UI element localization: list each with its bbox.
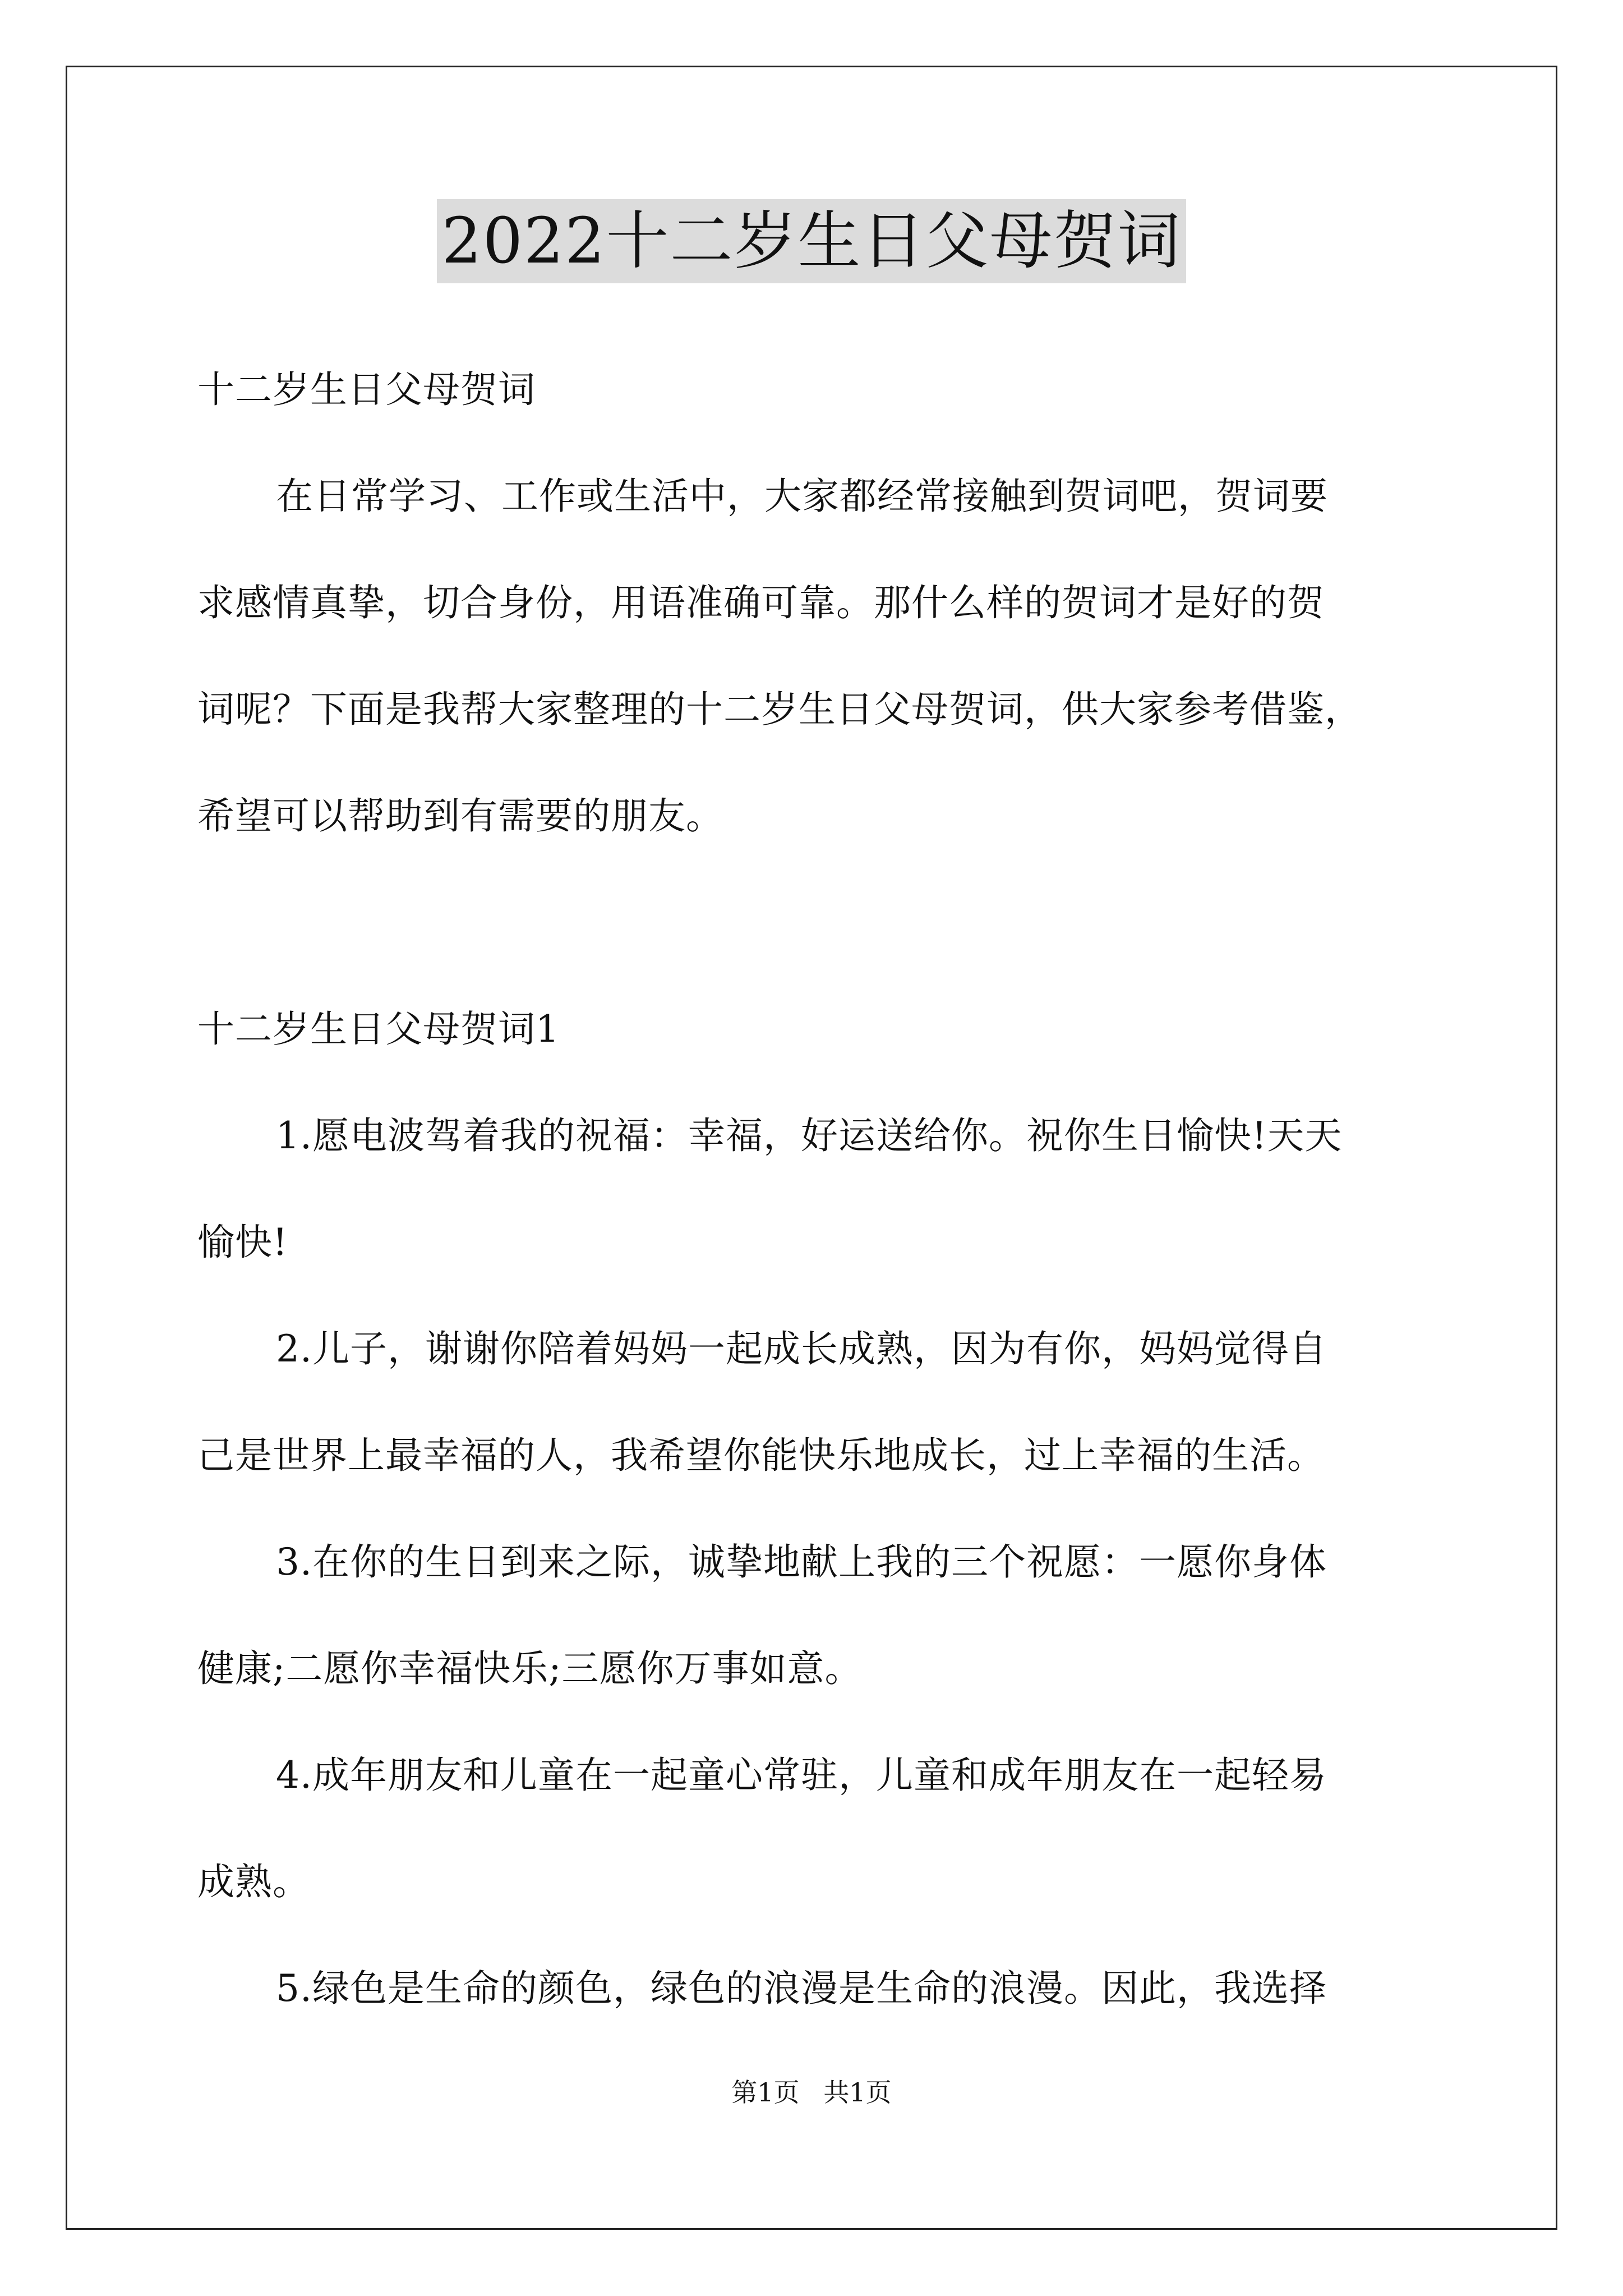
page-number-total: 共1页: [823, 2077, 892, 2108]
document-body: [197, 337, 1431, 2042]
section-heading: 十二岁生日父母贺词1: [197, 1007, 560, 1051]
paragraph-gap: [197, 869, 1431, 976]
page-footer: [0, 2076, 1623, 2109]
title-container: [0, 199, 1623, 283]
item-line: 3.在你的生日到来之际，诚挚地献上我的三个祝愿：一愿你身体: [276, 1540, 1327, 1584]
item-line: 成熟。: [197, 1860, 310, 1903]
item-line: 5.绿色是生命的颜色，绿色的浪漫是生命的浪漫。因此，我选择: [276, 1967, 1327, 2010]
document-title: 2022十二岁生日父母贺词: [437, 199, 1186, 283]
intro-line: 希望可以帮助到有需要的朋友。: [197, 794, 723, 838]
item-line: 1.愿电波驾着我的祝福：幸福，好运送给你。祝你生日愉快!天天: [276, 1114, 1343, 1157]
item-line: 己是世界上最幸福的人，我希望你能快乐地成长，过上幸福的生活。: [197, 1434, 1325, 1477]
intro-line: 求感情真挚，切合身份，用语准确可靠。那什么样的贺词才是好的贺: [197, 581, 1325, 624]
item-line: 愉快!: [197, 1221, 288, 1264]
item-line: 2.儿子，谢谢你陪着妈妈一起成长成熟，因为有你，妈妈觉得自: [276, 1327, 1327, 1370]
subtitle: 十二岁生日父母贺词: [197, 368, 536, 411]
item-line: 健康;二愿你幸福快乐;三愿你万事如意。: [197, 1647, 863, 1690]
page-number-current: 第1页: [731, 2077, 800, 2108]
intro-line: 词呢？下面是我帮大家整理的十二岁生日父母贺词，供大家参考借鉴，: [197, 688, 1362, 731]
intro-line: 在日常学习、工作或生活中，大家都经常接触到贺词吧，贺词要: [276, 475, 1328, 518]
item-line: 4.成年朋友和儿童在一起童心常驻，儿童和成年朋友在一起轻易: [276, 1754, 1327, 1797]
